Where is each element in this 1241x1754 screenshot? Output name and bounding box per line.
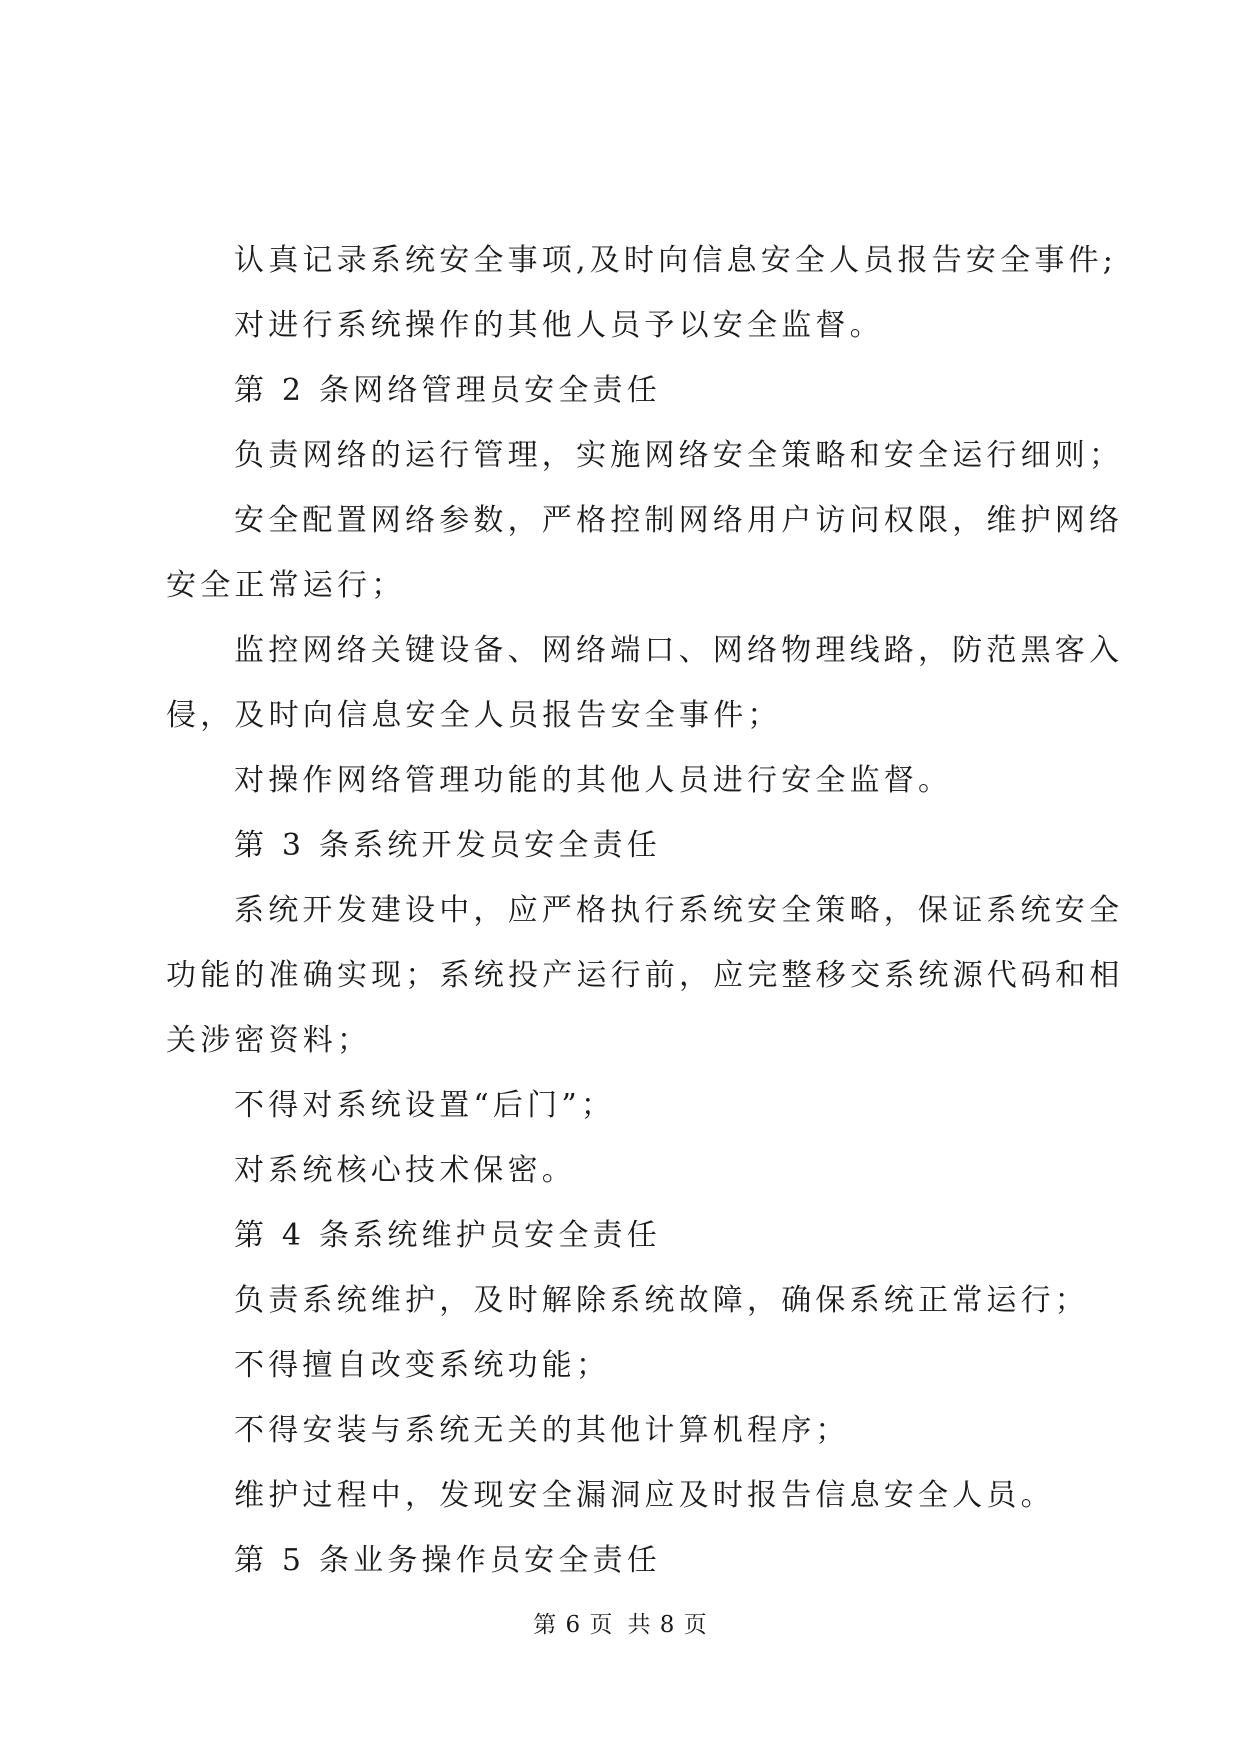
paragraph-line: 不得对系统设置“后门”； xyxy=(234,1088,616,1123)
document-body xyxy=(166,228,1124,1593)
paragraph-line: 对系统核心技术保密。 xyxy=(234,1153,576,1188)
page-footer xyxy=(0,1606,1241,1639)
section-heading: 第 4 条系统维护员安全责任 xyxy=(234,1218,661,1253)
section-heading: 第 3 条系统开发员安全责任 xyxy=(234,828,661,863)
paragraph-line: 认真记录系统安全事项,及时向信息安全人员报告安全事件; xyxy=(234,243,1118,278)
paragraph-line: 功能的准确实现；系统投产运行前，应完整移交系统源代码和相 xyxy=(166,958,1124,993)
paragraph-line: 关涉密资料； xyxy=(166,1023,372,1058)
paragraph-line: 监控网络关键设备、网络端口、网络物理线路，防范黑客入 xyxy=(234,633,1124,668)
paragraph-line: 侵，及时向信息安全人员报告安全事件； xyxy=(166,698,782,733)
section-heading: 第 2 条网络管理员安全责任 xyxy=(234,373,661,408)
page-total: 共 8 页 xyxy=(627,1612,708,1638)
paragraph-line: 不得安装与系统无关的其他计算机程序； xyxy=(234,1413,850,1448)
paragraph-line: 对操作网络管理功能的其他人员进行安全监督。 xyxy=(234,763,953,798)
paragraph-line: 安全配置网络参数，严格控制网络用户访问权限，维护网络 xyxy=(234,503,1124,538)
paragraph-line: 对进行系统操作的其他人员予以安全监督。 xyxy=(234,308,884,343)
paragraph-line: 维护过程中，发现安全漏洞应及时报告信息安全人员。 xyxy=(234,1478,1055,1513)
paragraph-line: 安全正常运行； xyxy=(166,568,406,603)
paragraph-line: 系统开发建设中，应严格执行系统安全策略，保证系统安全 xyxy=(234,893,1124,928)
paragraph-line: 负责系统维护，及时解除系统故障，确保系统正常运行； xyxy=(234,1283,1089,1318)
paragraph-line: 不得擅自改变系统功能； xyxy=(234,1348,611,1383)
page-number: 第 6 页 xyxy=(533,1612,614,1638)
section-heading: 第 5 条业务操作员安全责任 xyxy=(234,1543,661,1578)
paragraph-line: 负责网络的运行管理，实施网络安全策略和安全运行细则； xyxy=(234,438,1124,473)
